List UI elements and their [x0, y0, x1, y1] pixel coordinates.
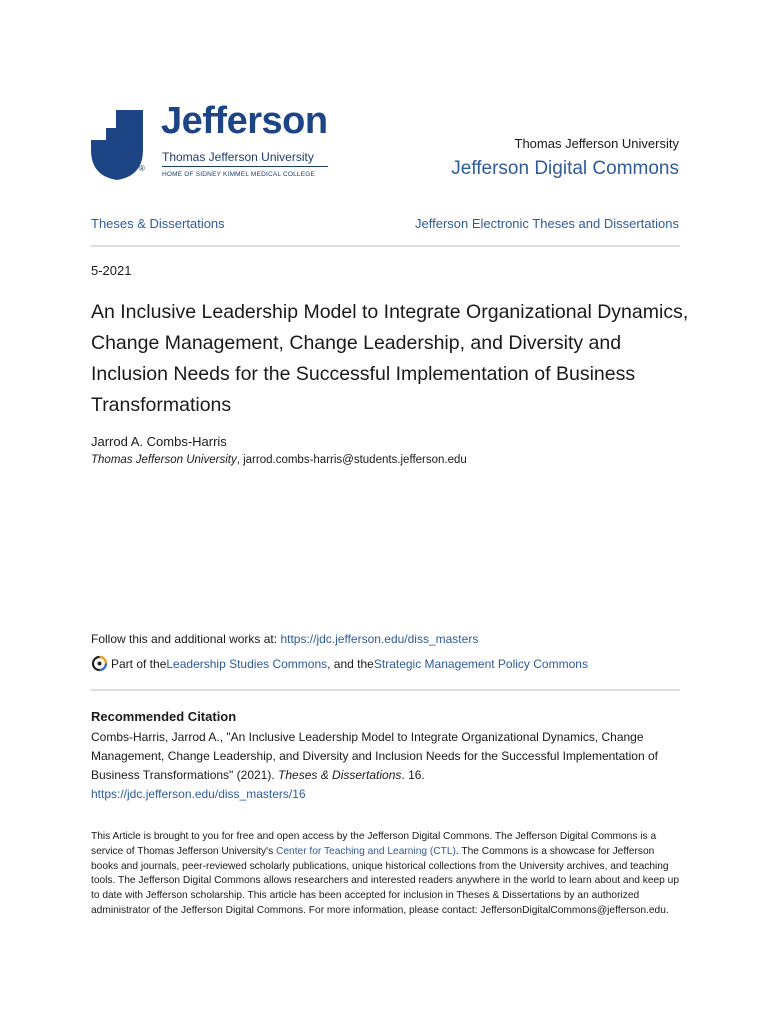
registered-mark: ® — [139, 164, 145, 173]
follow-link[interactable]: https://jdc.jefferson.edu/diss_masters — [280, 632, 479, 646]
publication-date: 5-2021 — [91, 263, 132, 278]
citation-url-link[interactable]: https://jdc.jefferson.edu/diss_masters/16 — [91, 787, 306, 801]
strategic-management-link[interactable]: Strategic Management Policy Commons — [373, 656, 588, 671]
university-name: Thomas Jefferson University — [514, 136, 679, 151]
follow-prefix: Follow this and additional works at: — [91, 632, 281, 646]
breadcrumb-theses-link[interactable]: Theses & Dissertations — [91, 216, 225, 231]
commons-network-icon — [91, 655, 108, 672]
logo-divider — [162, 166, 328, 167]
notice-part1: This Article is brought to you for free and open access by the Jefferson Digital Commons. The Jefferson Digital Commons is a service of Thomas Jefferson University's — [91, 831, 657, 857]
divider — [91, 245, 680, 247]
author-name: Jarrod A. Combs-Harris — [91, 434, 227, 449]
citation-text — [91, 728, 681, 804]
logo-subtitle: Thomas Jefferson University — [162, 150, 314, 164]
citation-body: Combs-Harris, Jarrod A., "An Inclusive Leadership Model to Integrate Organizational Dynamics, Change Management, Change Leadership, and Diversity and Inclusion Needs for the Successful Implementation of Business Transformations" (2021). — [91, 730, 658, 782]
jefferson-logo[interactable] — [91, 100, 336, 184]
citation-heading: Recommended Citation — [91, 709, 237, 724]
repository-link[interactable]: Jefferson Digital Commons — [451, 158, 679, 179]
author-institution: Thomas Jefferson University — [91, 454, 237, 466]
author-affiliation — [91, 454, 467, 466]
leadership-studies-link[interactable]: Leadership Studies Commons — [166, 656, 328, 671]
ctl-link[interactable]: Center for Teaching and Learning (CTL) — [276, 845, 456, 857]
citation-series: Theses & Dissertations — [278, 768, 402, 782]
notice-part2: . The Commons is a showcase for Jefferson books and journals, peer-reviewed scholarly publications, unique historical collections from the University archives, and teaching tools. The Jefferson Digital Commons allows researchers and interested readers anywhere in the world to learn about and keep up to date with Jefferson scholarship. This article has been accepted for inclusion in Theses & Dissertations by an authorized administrator of the Jefferson Digital Commons. For more information, please contact: JeffersonDigitalCommons@jefferson.edu. — [91, 845, 679, 916]
part-of-middle: , and the — [327, 656, 374, 671]
author-email: , jarrod.combs-harris@students.jefferson.edu — [236, 454, 467, 466]
follow-line — [91, 632, 478, 646]
access-notice — [91, 830, 683, 919]
logo-college-line: HOME OF SIDNEY KIMMEL MEDICAL COLLEGE — [162, 171, 316, 178]
jefferson-shield-icon — [91, 110, 143, 180]
document-title: An Inclusive Leadership Model to Integrate Organizational Dynamics, Change Management, Change Leadership, and Diversity and Inclusion Needs for the Successful Implementation of Business Transformations — [91, 301, 689, 416]
part-of-line — [91, 655, 588, 672]
citation-number: . 16. — [401, 768, 425, 782]
logo-wordmark: Jefferson — [161, 100, 328, 142]
part-of-prefix: Part of the — [111, 656, 167, 671]
breadcrumb-etd-link[interactable]: Jefferson Electronic Theses and Dissertations — [415, 216, 679, 231]
divider — [91, 689, 680, 691]
